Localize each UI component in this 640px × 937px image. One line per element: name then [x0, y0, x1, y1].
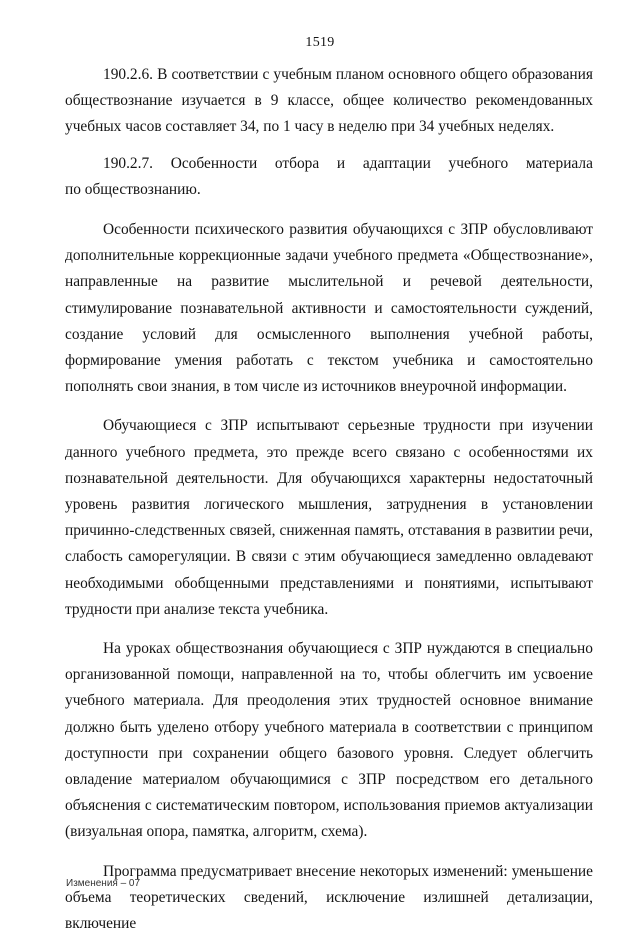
heading-word: и — [336, 154, 346, 172]
paragraph-lesson-support: На уроках обществознания обучающиеся с ЗПР нуждаются в специально организованной помощи, направленной на то, чтобы облегчить им усвоение учебного материала. Для преодоления этих трудностей основное внимание должно быть уделено отбору учебного материала в соответствии с принципом доступности при сохранении общего базового уровня. Следует облегчить овладение материалом обучающимися с ЗПР посредством его детального объяснения с систематическим повтором, использования приемов актуализации (визуальная опора, памятка, алгоритм, схема). — [65, 640, 593, 841]
paragraph-learning-difficulties: Обучающиеся с ЗПР испытывают серьезные трудности при изучении данного учебного предмета, это прежде всего связано с особенностями их познавательной деятельности. Для обучающихся характерны недостаточный уровень развития логического мышления, затруднения в установлении причинно-следственных связей, сниженная память, отставания в развитии речи, слабость саморегуляции. В связи с этим обучающиеся замедленно овладевают необходимыми обобщенными представлениями и понятиями, испытывают трудности при анализе текста учебника. — [65, 417, 593, 618]
heading-word: отбора — [274, 154, 320, 172]
document-body — [65, 62, 593, 937]
heading-word: 190.2.7. — [103, 154, 154, 172]
section-heading-continuation: по обществознанию. — [65, 180, 201, 198]
paragraph-development-features: Особенности психического развития обучающихся с ЗПР обусловливают дополнительные коррекционные задачи учебного предмета «Обществознание», направленные на развитие мыслительной и речевой деятельности, стимулирование познавательной активности и самостоятельности суждений, создание условий для осмысленного выполнения учебной работы, формирование умения работать с текстом учебника и самостоятельно пополнять свои знания, в том числе из источников внеурочной информации. — [65, 221, 593, 396]
paragraph-program-changes: Программа предусматривает внесение некоторых изменений: уменьшение объема теоретических сведений, исключение излишней детализации, включение — [65, 862, 593, 933]
heading-word: Особенности — [170, 154, 258, 172]
heading-word: адаптации — [362, 154, 431, 172]
paragraph-curriculum-hours: 190.2.6. В соответствии с учебным планом основного общего образования обществознание изучается в 9 классе, общее количество рекомендованных учебных часов составляет 34, по 1 часу в неделю при 34 учебных неделях. — [65, 66, 593, 136]
section-heading — [65, 151, 593, 177]
heading-word: учебного — [448, 154, 509, 172]
page-number: 1519 — [305, 35, 335, 50]
heading-word: материала — [525, 154, 593, 172]
page-footer: Изменения – 07 — [66, 878, 141, 889]
